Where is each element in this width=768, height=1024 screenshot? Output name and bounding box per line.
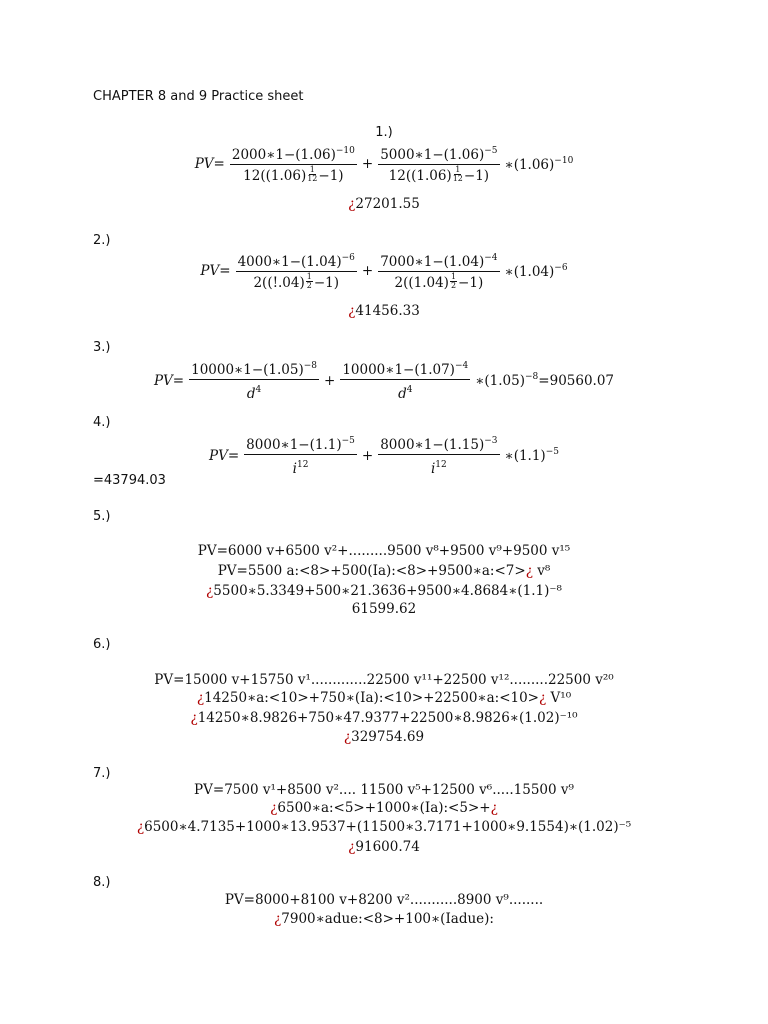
fraction-term-2: $\frac{10000∗1-(1.07)^{-4}}{d^4}$ (340, 358, 470, 403)
problem-7-line-4: ¿91600.74 (348, 839, 420, 855)
problem-2-equation: PV= $4000∗1-(1.04)^{-6}$ 2((!.04) $\frac{1}{2}$ −1) + $7000∗1-(1.04)^{-4}$ 2((1.04) $\frac{1}{2}$ −1) $∗(1.04)^{-6}$ (0, 250, 768, 292)
fraction-term-1: $\frac{10000∗1-(1.05)^{-8}}{d^4}$ (189, 358, 319, 403)
page-title: CHAPTER 8 and 9 Practice sheet (93, 89, 304, 104)
problem-8-line-1: PV=8000+8100 v+8200 v²...........8900 v⁹........ (224, 892, 544, 908)
problem-6-label: 6.) (93, 637, 111, 652)
fraction-term-2: $\frac{8000∗1-(1.15)^{-3}}{i^{12}}$ (378, 433, 499, 478)
problem-4-equation: PV= $\frac{8000∗1-(1.1)^{-5}}{i^{12}}$ + $\frac{8000∗1-(1.15)^{-3}}{i^{12}}$ $∗(1.1)^{-5}$ (0, 433, 768, 478)
problem-1-label: 1.) (375, 125, 393, 140)
problem-4-label: 4.) (93, 415, 111, 430)
error-mark: ¿ (196, 690, 205, 706)
problem-5-line-1: PV=6000 v+6500 v²+.........9500 v⁸+9500 v⁹+9500 v¹⁵ (197, 543, 571, 559)
problem-7-line-2: ¿6500∗a:<5>+1000∗(Ia):<5>+¿ (270, 800, 498, 816)
fraction-term-1: $4000∗1-(1.04)^{-6}$ 2((!.04) $\frac{1}{2}$ −1) (236, 250, 357, 292)
problem-7-line-3: ¿6500∗4.7135+1000∗13.9537+(11500∗3.7171+1000∗9.1554)∗(1.02)⁻⁵ (136, 819, 632, 835)
problem-3-equation: PV= $\frac{10000∗1-(1.05)^{-8}}{d^4}$ + $\frac{10000∗1-(1.07)^{-4}}{d^4}$ $∗(1.05)^{-8}=90560.07$ (0, 358, 768, 403)
problem-1-result: ¿27201.55 (348, 196, 420, 212)
problem-5-line-2: PV=5500 a:<8>+500(Ia):<8>+9500∗a:<7>¿ v⁸ (217, 563, 551, 579)
problem-5-line-3: ¿5500∗5.3349+500∗21.3636+9500∗4.8684∗(1.1)⁻⁸ (206, 583, 562, 599)
error-mark: ¿ (274, 911, 282, 927)
error-mark: ¿ (270, 800, 278, 816)
problem-6-line-4: ¿329754.69 (343, 729, 425, 745)
problem-2-result: ¿41456.33 (348, 303, 420, 319)
problem-3-label: 3.) (93, 340, 111, 355)
error-mark: ¿ (206, 583, 214, 599)
problem-8-label: 8.) (93, 875, 111, 890)
error-mark: ¿ (539, 690, 547, 706)
fraction-term-2: $5000∗1-(1.06)^{-5}$ 12((1.06) $\frac{1}{12}$ −1) (378, 143, 499, 185)
error-mark: ¿ (490, 800, 498, 816)
problem-5-label: 5.) (93, 509, 111, 524)
error-mark: ¿ (190, 710, 198, 726)
problem-8-line-2: ¿7900∗adue:<8>+100∗(Iadue): (274, 911, 494, 927)
error-mark: ¿ (343, 729, 352, 745)
problem-6-line-2: ¿14250∗a:<10>+750∗(Ia):<10>+22500∗a:<10>¿ V¹⁰ (196, 690, 572, 706)
problem-5-line-4: 61599.62 (351, 601, 417, 617)
error-mark: ¿ (348, 839, 356, 855)
problem-7-label: 7.) (93, 766, 111, 781)
problem-7-line-1: PV=7500 v¹+8500 v².... 11500 v⁵+12500 v⁶.....15500 v⁹ (194, 782, 574, 798)
fraction-term-1: $\frac{8000∗1-(1.1)^{-5}}{i^{12}}$ (244, 433, 357, 478)
error-mark: ¿ (525, 563, 533, 579)
fraction-term-1: $2000∗1-(1.06)^{-10}$ 12((1.06) $\frac{1}{12}$ −1) (230, 143, 357, 185)
problem-2-label: 2.) (93, 233, 111, 248)
problem-4-result: =43794.03 (93, 473, 166, 488)
fraction-term-2: $7000∗1-(1.04)^{-4}$ 2((1.04) $\frac{1}{2}$ −1) (378, 250, 499, 292)
error-mark: ¿ (136, 819, 145, 835)
problem-6-line-1: PV=15000 v+15750 v¹.............22500 v¹¹+22500 v¹².........22500 v²⁰ (154, 672, 614, 688)
problem-6-line-3: ¿14250∗8.9826+750∗47.9377+22500∗8.9826∗(1.02)⁻¹⁰ (190, 710, 578, 726)
problem-1-equation: PV= $2000∗1-(1.06)^{-10}$ 12((1.06) $\frac{1}{12}$ −1) + $5000∗1-(1.06)^{-5}$ 12((1.06) $\frac{1}{12}$ −1) $∗(1.06)^{-10}$ (0, 143, 768, 185)
pv-lhs: PV= (194, 156, 225, 172)
